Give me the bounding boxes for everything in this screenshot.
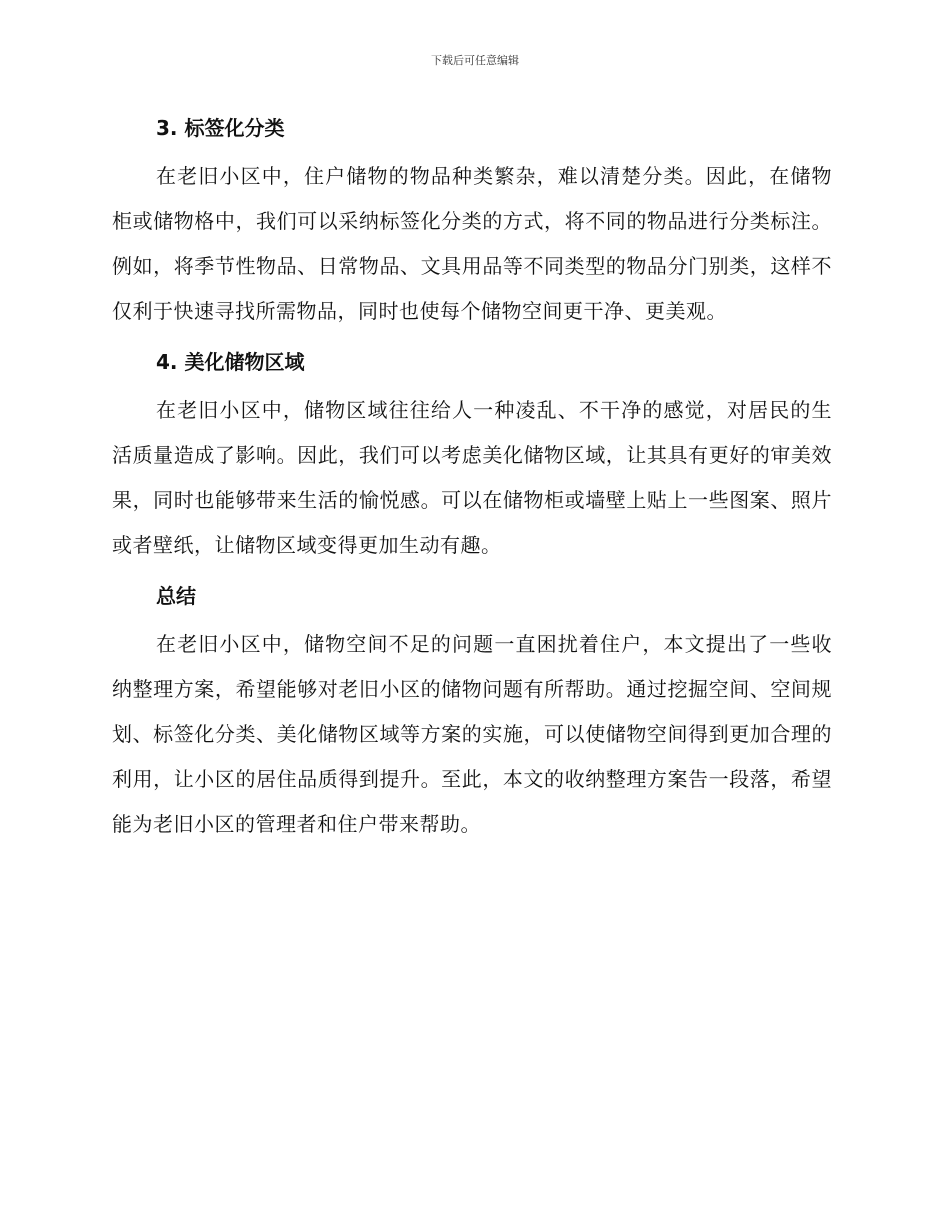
section-heading-summary: 总结 — [156, 584, 196, 608]
section-paragraph-summary: 在老旧小区中，储物空间不足的问题一直困扰着住户，本文提出了一些收纳整理方案，希望能够对老旧小区的储物问题有所帮助。通过挖掘空间、空间规划、标签化分类、美化储物区域等方案的实施，可以使储物空间得到更加合理的利用，让小区的居住品质得到提升。至此，本文的收纳整理方案告一段落，希望能为老旧小区的管理者和住户带来帮助。 — [112, 632, 832, 836]
section-heading-labeling: 3. 标签化分类 — [156, 116, 285, 140]
document-body — [112, 108, 832, 847]
page-header: 下载后可任意编辑 — [431, 54, 519, 67]
section-paragraph-labeling: 在老旧小区中，住户储物的物品种类繁杂，难以清楚分类。因此，在储物柜或储物格中，我们可以采纳标签化分类的方式，将不同的物品进行分类标注。例如，将季节性物品、日常物品、文具用品等不同类型的物品分门别类，这样不仅利于快速寻找所需物品，同时也使每个储物空间更干净、更美观。 — [112, 164, 832, 323]
section-heading-beautify: 4. 美化储物区域 — [156, 350, 305, 374]
section-paragraph-beautify: 在老旧小区中，储物区域往往给人一种凌乱、不干净的感觉，对居民的生活质量造成了影响。因此，我们可以考虑美化储物区域，让其具有更好的审美效果，同时也能够带来生活的愉悦感。可以在储物柜或墙壁上贴上一些图案、照片或者壁纸，让储物区域变得更加生动有趣。 — [112, 398, 832, 557]
